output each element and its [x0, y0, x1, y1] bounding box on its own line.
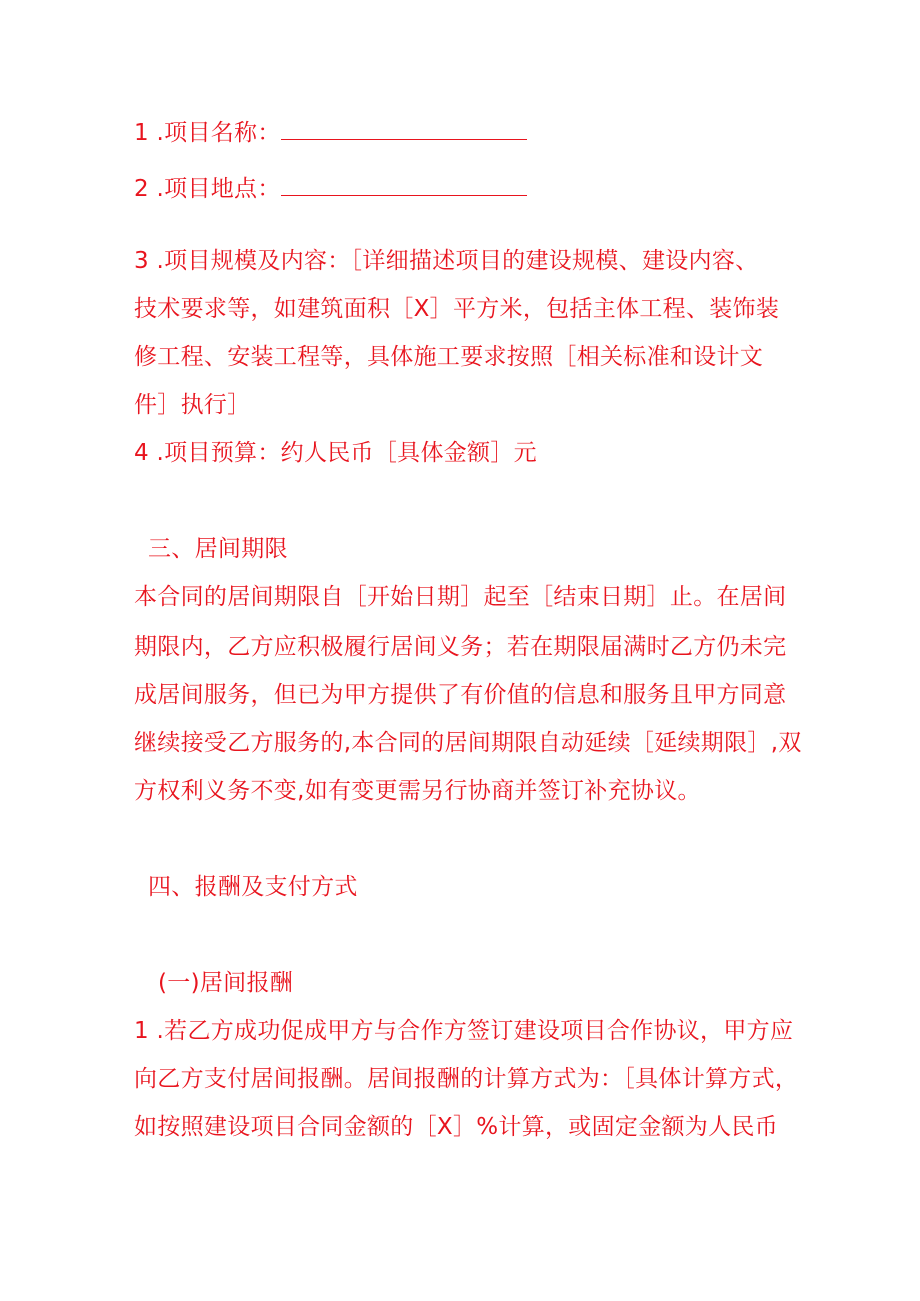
remuneration-item1-line-3: 如按照建设项目合同金额的［X］%计算，或固定金额为人民币 [134, 1114, 779, 1140]
project-location-label: 2 .项目地点： [134, 176, 281, 202]
project-location-line [134, 174, 527, 204]
project-name-line [134, 118, 527, 148]
section3-paragraph-line-1: 本合同的居间期限自［开始日期］起至［结束日期］止。在居间 [134, 584, 787, 610]
section3-heading: 三、居间期限 [148, 536, 288, 562]
section4-subheading: (一)居间报酬 [158, 970, 294, 996]
project-scope-line-2: 技术要求等，如建筑面积［X］平方米，包括主体工程、装饰装 [134, 296, 780, 322]
section4-heading: 四、报酬及支付方式 [148, 874, 358, 900]
remuneration-item1-line-1: 1 .若乙方成功促成甲方与合作方签订建设项目合作协议，甲方应 [134, 1018, 794, 1044]
section3-paragraph-line-3: 成居间服务，但已为甲方提供了有价值的信息和服务且甲方同意 [134, 682, 787, 708]
section3-paragraph-line-4: 继续接受乙方服务的,本合同的居间期限自动延续［延续期限］,双 [134, 730, 802, 756]
project-name-blank [281, 119, 527, 140]
project-scope-line-1: 3 .项目规模及内容：［详细描述项目的建设规模、建设内容、 [134, 248, 759, 274]
section3-paragraph-line-2: 期限内，乙方应积极履行居间义务；若在期限届满时乙方仍未完 [134, 634, 787, 660]
project-scope-line-3: 修工程、安装工程等，具体施工要求按照［相关标准和设计文 [134, 344, 764, 370]
remuneration-item1-line-2: 向乙方支付居间报酬。居间报酬的计算方式为：［具体计算方式， [134, 1066, 799, 1092]
project-budget-line: 4 .项目预算：约人民币［具体金额］元 [134, 440, 537, 466]
section3-paragraph-line-5: 方权利义务不变,如有变更需另行协商并签订补充协议。 [134, 778, 701, 804]
project-location-blank [281, 175, 527, 196]
project-name-label: 1 .项目名称： [134, 120, 281, 146]
project-scope-line-4: 件］执行］ [134, 392, 251, 418]
